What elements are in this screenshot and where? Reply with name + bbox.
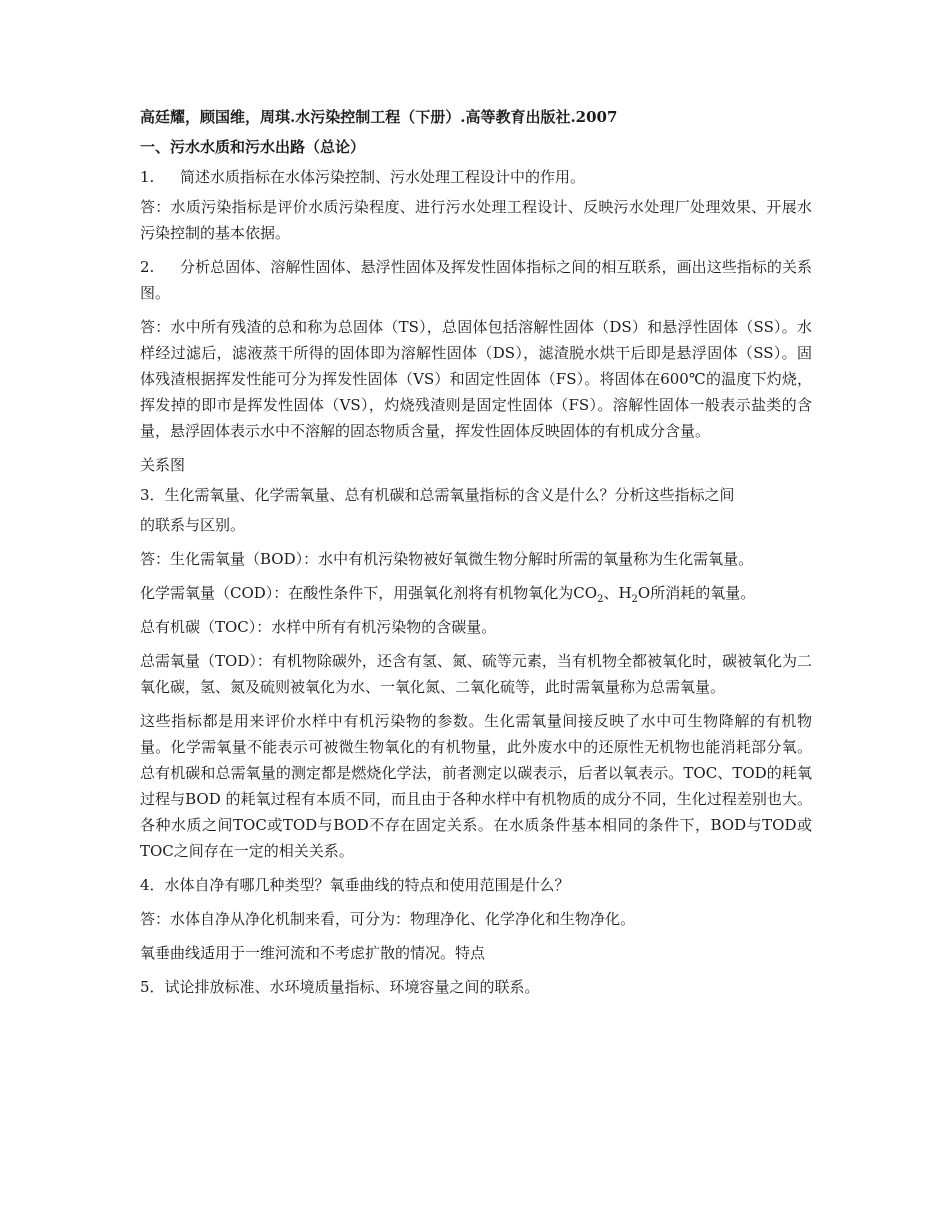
answer-3-cod-post: O所消耗的氧量。 <box>637 584 756 602</box>
question-2 <box>140 254 812 306</box>
answer-3-cod-sub1: 2 <box>597 594 604 605</box>
answer-3-summary: 这些指标都是用来评价水样中有机污染物的参数。生化需氧量间接反映了水中可生物降解的有机物量。化学需氧量不能表示可被微生物氧化的有机物量，此外废水中的还原性无机物也能消耗部分氧。总有机碳和总需氧量的测定都是燃烧化学法，前者测定以碳表示，后者以氧表示。TOC、TOD的耗氧过程与BOD 的耗氧过程有本质不同，而且由于各种水样中有机物质的成分不同，生化过程差别也大。各种水质之间TOC或TOD与BOD不存在固定关系。在水质条件基本相同的条件下，BOD与TOD或TOC之间存在一定的相关关系。 <box>140 712 812 860</box>
section-title: 一、污水水质和污水出路（总论） <box>140 138 366 156</box>
question-1-number: 1. <box>140 168 155 186</box>
question-4: 4．水体自净有哪几种类型？氧垂曲线的特点和使用范围是什么？ <box>140 876 570 894</box>
answer-3-tod: 总需氧量（TOD）：有机物除碳外，还含有氢、氮、硫等元素，当有机物全都被氧化时，碳被氧化为二氧化碳，氢、氮及硫则被氧化为水、一氧化氮、二氧化硫等，此时需氧量称为总需氧量。 <box>140 652 812 696</box>
answer-3-toc: 总有机碳（TOC）：水样中所有有机污染物的含碳量。 <box>140 618 497 636</box>
answer-3-cod-pre: 化学需氧量（COD）：在酸性条件下，用强氧化剂将有机物氧化为CO <box>140 584 598 602</box>
answer-3-cod-mid: 、H <box>603 584 632 602</box>
answer-3-cod-sub2: 2 <box>631 594 638 605</box>
question-3-line-1: 3．生化需氧量、化学需氧量、总有机碳和总需氧量指标的含义是什么？分析这些指标之间 <box>140 486 735 504</box>
question-1 <box>140 164 812 190</box>
answer-4-line-1: 答：水体自净从净化机制来看，可分为：物理净化、化学净化和生物净化。 <box>140 910 636 928</box>
question-1-text: 简述水质指标在水体污染控制、污水处理工程设计中的作用。 <box>180 168 586 186</box>
question-5: 5．试论排放标准、水环境质量指标、环境容量之间的联系。 <box>140 978 540 996</box>
question-2-text: 分析总固体、溶解性固体、悬浮性固体及挥发性固体指标之间的相互联系，画出这些指标的关系图。 <box>140 258 812 302</box>
answer-1: 答：水质污染指标是评价水质污染程度、进行污水处理工程设计、反映污水处理厂处理效果、开展水污染控制的基本依据。 <box>140 198 812 242</box>
diagram-label: 关系图 <box>140 456 186 474</box>
question-3-line-2: 的联系与区别。 <box>140 516 246 534</box>
reference-citation: 高廷耀，顾国维，周琪.水污染控制工程（下册）.高等教育出版社.2007 <box>140 108 618 126</box>
answer-2: 答：水中所有残渣的总和称为总固体（TS），总固体包括溶解性固体（DS）和悬浮性固体（SS）。水样经过滤后，滤液蒸干所得的固体即为溶解性固体（DS），滤渣脱水烘干后即是悬浮固体（SS）。固体残渣根据挥发性能可分为挥发性固体（VS）和固定性固体（FS）。将固体在600℃的温度下灼烧，挥发掉的即市是挥发性固体（VS），灼烧残渣则是固定性固体（FS）。溶解性固体一般表示盐类的含量，悬浮固体表示水中不溶解的固态物质含量，挥发性固体反映固体的有机成分含量。 <box>140 318 812 440</box>
document-page <box>140 104 812 1008</box>
answer-3-bod: 答：生化需氧量（BOD）：水中有机污染物被好氧微生物分解时所需的氧量称为生化需氧量。 <box>140 550 754 568</box>
answer-4-line-2: 氧垂曲线适用于一维河流和不考虑扩散的情况。特点 <box>140 944 486 962</box>
question-2-number: 2. <box>140 258 155 276</box>
answer-3-cod <box>140 580 812 606</box>
